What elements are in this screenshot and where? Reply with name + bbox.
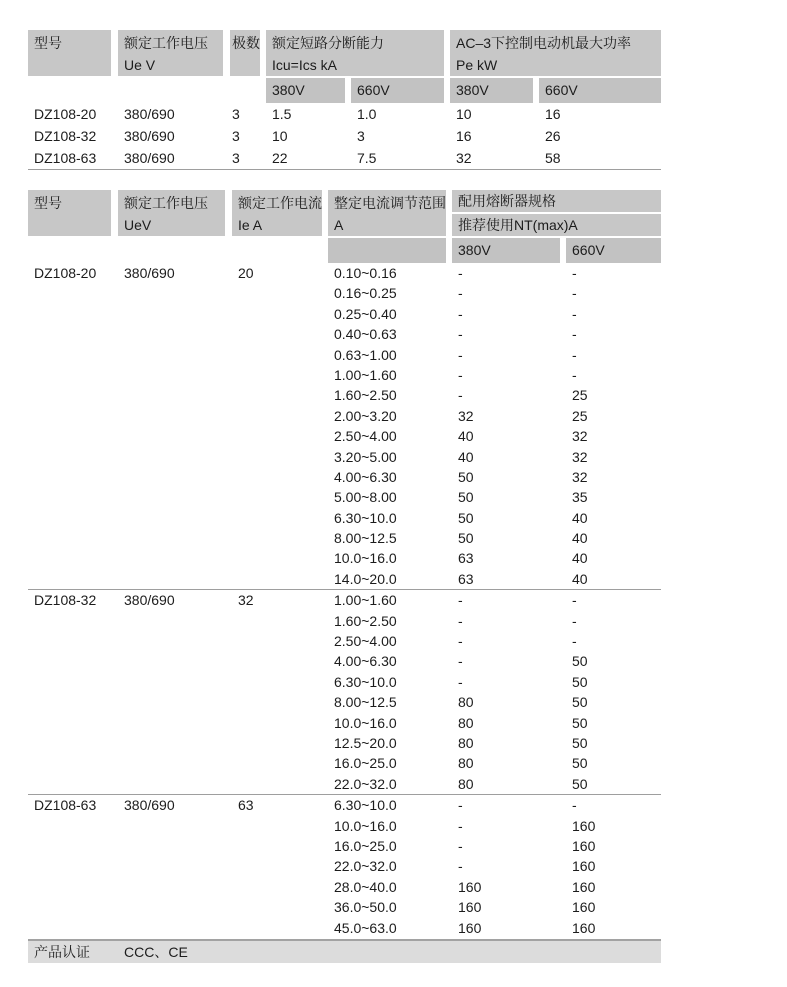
fuse-660v-cell: 160 <box>572 919 596 936</box>
fuse-660v-cell: 160 <box>572 858 596 875</box>
range-cell: 1.00~1.60 <box>334 366 397 383</box>
t1-header-poles-cell <box>230 30 260 76</box>
range-cell: 36.0~50.0 <box>334 899 397 916</box>
fuse-380v-cell: 50 <box>458 468 474 485</box>
model-cell: DZ108-20 <box>34 265 97 281</box>
t2-header-voltage-label: 额定工作电压 <box>124 195 208 211</box>
range-rows <box>328 590 661 794</box>
fuse-380v-cell: 32 <box>458 407 474 424</box>
fuse-380v-cell: - <box>458 653 463 670</box>
fuse-660v-cell: 50 <box>572 775 588 792</box>
fuse-380v-cell: 160 <box>458 919 482 936</box>
range-cell: 0.63~1.00 <box>334 346 397 363</box>
voltage-cell: 380/690 <box>124 150 175 166</box>
range-cell: 16.0~25.0 <box>334 837 397 854</box>
voltage-cell: 380/690 <box>124 106 175 122</box>
range-cell: 2.50~4.00 <box>334 428 397 445</box>
power-380v-cell: 16 <box>456 128 472 144</box>
table-row <box>328 304 661 324</box>
range-cell: 28.0~40.0 <box>334 878 397 895</box>
fuse-380v-cell: 80 <box>458 755 474 772</box>
spec-table-breaking-capacity <box>28 30 661 170</box>
t1-subheader-380v-breaking: 380V <box>266 78 345 103</box>
fuse-380v-cell: 50 <box>458 489 474 506</box>
fuse-660v-cell: 50 <box>572 714 588 731</box>
table-row <box>328 365 661 385</box>
range-cell: 22.0~32.0 <box>334 858 397 875</box>
breaking-380v-cell: 10 <box>272 128 288 144</box>
fuse-660v-cell: 32 <box>572 448 588 465</box>
fuse-380v-cell: 80 <box>458 714 474 731</box>
table-row <box>328 324 661 344</box>
range-cell: 1.60~2.50 <box>334 387 397 404</box>
range-cell: 2.50~4.00 <box>334 633 397 650</box>
table-row <box>328 528 661 548</box>
fuse-660v-cell: 160 <box>572 817 596 834</box>
fuse-660v-cell: 50 <box>572 694 588 711</box>
current-cell: 63 <box>238 797 254 814</box>
model-block <box>28 794 661 938</box>
fuse-660v-cell: 40 <box>572 570 588 587</box>
t1-header-row <box>28 30 661 76</box>
table-row <box>328 856 661 876</box>
fuse-380v-cell: - <box>458 346 463 363</box>
t1-subheader-660v-power: 660V <box>539 78 661 103</box>
t1-body <box>28 103 661 170</box>
t1-header-poles-label: 极数 <box>232 35 260 51</box>
fuse-380v-cell: 63 <box>458 570 474 587</box>
table-row <box>328 651 661 671</box>
fuse-660v-cell: 32 <box>572 468 588 485</box>
t2-header-current-unit: Ie A <box>238 217 263 233</box>
fuse-380v-cell: 63 <box>458 550 474 567</box>
table-row <box>328 487 661 507</box>
range-rows <box>328 263 661 589</box>
t2-header-fuse-recommendation: 推荐使用NT(max)A <box>452 214 661 236</box>
fuse-380v-cell: - <box>458 612 463 629</box>
power-660v-cell: 58 <box>545 150 561 166</box>
table-row <box>328 877 661 897</box>
fuse-660v-cell: 160 <box>572 878 596 895</box>
table-row <box>328 774 661 794</box>
range-cell: 6.30~10.0 <box>334 509 397 526</box>
table-row <box>328 345 661 365</box>
t1-header-power-cell <box>450 30 661 76</box>
t1-header-model-label: 型号 <box>34 35 62 51</box>
table-row <box>28 147 661 169</box>
t2-header-fuse-cell <box>452 190 661 236</box>
power-660v-cell: 16 <box>545 106 561 122</box>
breaking-660v-cell: 7.5 <box>357 150 377 166</box>
table-row <box>328 733 661 753</box>
t2-header-current-cell <box>232 190 322 236</box>
range-rows <box>328 795 661 938</box>
table-row <box>328 508 661 528</box>
voltage-cell: 380/690 <box>124 265 175 281</box>
fuse-380v-cell: 160 <box>458 878 482 895</box>
fuse-380v-cell: - <box>458 387 463 404</box>
range-cell: 45.0~63.0 <box>334 919 397 936</box>
table-row <box>328 548 661 568</box>
table-row <box>328 795 661 815</box>
t2-subheader-row <box>28 238 661 263</box>
fuse-380v-cell: - <box>458 673 463 690</box>
fuse-380v-cell: - <box>458 285 463 302</box>
t2-header-row <box>28 190 661 236</box>
fuse-380v-cell: 50 <box>458 509 474 526</box>
fuse-380v-cell: 80 <box>458 775 474 792</box>
range-cell: 1.00~1.60 <box>334 592 397 609</box>
poles-cell: 3 <box>232 106 240 122</box>
fuse-660v-cell: 35 <box>572 489 588 506</box>
fuse-660v-cell: 32 <box>572 428 588 445</box>
poles-cell: 3 <box>232 150 240 166</box>
range-cell: 4.00~6.30 <box>334 468 397 485</box>
table-row <box>28 125 661 147</box>
fuse-660v-cell: 50 <box>572 673 588 690</box>
table-row <box>328 692 661 712</box>
table-row <box>328 816 661 836</box>
certification-value: CCC、CE <box>124 943 188 960</box>
t1-header-voltage-cell <box>118 30 223 76</box>
certification-label: 产品认证 <box>34 943 90 960</box>
range-cell: 4.00~6.30 <box>334 653 397 670</box>
table-row <box>328 611 661 631</box>
model-cell: DZ108-63 <box>34 797 97 814</box>
fuse-660v-cell: 50 <box>572 734 588 751</box>
range-cell: 14.0~20.0 <box>334 570 397 587</box>
t2-subheader-spacer <box>28 238 328 263</box>
range-cell: 16.0~25.0 <box>334 755 397 772</box>
power-380v-cell: 10 <box>456 106 472 122</box>
range-cell: 3.20~5.00 <box>334 448 397 465</box>
fuse-380v-cell: - <box>458 305 463 322</box>
voltage-cell: 380/690 <box>124 128 175 144</box>
fuse-660v-cell: - <box>572 346 577 363</box>
t1-header-model-cell <box>28 30 111 76</box>
t1-header-voltage-unit: Ue V <box>124 57 156 73</box>
t2-subheader-660v: 660V <box>566 238 661 263</box>
t1-subheader-row <box>28 78 661 103</box>
model-cell: DZ108-32 <box>34 592 97 609</box>
range-cell: 6.30~10.0 <box>334 797 397 814</box>
fuse-380v-cell: - <box>458 858 463 875</box>
t2-header-current-label: 额定工作电流 <box>238 195 322 211</box>
range-cell: 2.00~3.20 <box>334 407 397 424</box>
fuse-660v-cell: 40 <box>572 550 588 567</box>
voltage-cell: 380/690 <box>124 797 175 814</box>
fuse-380v-cell: - <box>458 366 463 383</box>
t2-header-model-cell <box>28 190 111 236</box>
fuse-380v-cell: 80 <box>458 734 474 751</box>
t2-subheader-empty-cell <box>328 238 446 263</box>
table-row <box>328 713 661 733</box>
range-cell: 8.00~12.5 <box>334 530 397 547</box>
fuse-660v-cell: 160 <box>572 837 596 854</box>
power-660v-cell: 26 <box>545 128 561 144</box>
range-cell: 10.0~16.0 <box>334 714 397 731</box>
model-cell: DZ108-32 <box>34 128 97 144</box>
current-cell: 32 <box>238 592 254 609</box>
fuse-380v-cell: - <box>458 326 463 343</box>
t1-header-breaking-unit: Icu=Ics kA <box>272 57 337 73</box>
t2-header-range-label: 整定电流调节范围 <box>334 195 446 211</box>
range-cell: 10.0~16.0 <box>334 550 397 567</box>
range-cell: 5.00~8.00 <box>334 489 397 506</box>
range-cell: 0.25~0.40 <box>334 305 397 322</box>
t1-header-breaking-label: 额定短路分断能力 <box>272 35 384 51</box>
fuse-380v-cell: - <box>458 797 463 814</box>
table-row <box>28 103 661 125</box>
t1-header-power-unit: Pe kW <box>456 57 498 73</box>
model-block <box>28 589 661 794</box>
table-row <box>328 672 661 692</box>
poles-cell: 3 <box>232 128 240 144</box>
t2-header-fuse-label: 配用熔断器规格 <box>452 190 661 212</box>
fuse-380v-cell: - <box>458 837 463 854</box>
fuse-380v-cell: 50 <box>458 530 474 547</box>
fuse-380v-cell: 160 <box>458 899 482 916</box>
table-row <box>328 263 661 283</box>
t2-header-voltage-cell <box>118 190 225 236</box>
t1-subheader-660v-breaking: 660V <box>351 78 444 103</box>
fuse-660v-cell: 50 <box>572 653 588 670</box>
breaking-660v-cell: 1.0 <box>357 106 377 122</box>
t1-header-breaking-cell <box>266 30 444 76</box>
table-row <box>328 569 661 589</box>
table-row <box>328 836 661 856</box>
fuse-660v-cell: - <box>572 265 577 281</box>
t1-subheader-spacer <box>28 78 266 103</box>
fuse-380v-cell: - <box>458 265 463 281</box>
range-cell: 6.30~10.0 <box>334 673 397 690</box>
fuse-660v-cell: - <box>572 633 577 650</box>
fuse-380v-cell: 80 <box>458 694 474 711</box>
model-block <box>28 263 661 589</box>
table-row <box>328 753 661 773</box>
model-cell: DZ108-20 <box>34 106 97 122</box>
t1-header-power-label: AC–3下控制电动机最大功率 <box>456 35 632 51</box>
fuse-380v-cell: 40 <box>458 428 474 445</box>
table-row <box>328 426 661 446</box>
current-cell: 20 <box>238 265 254 281</box>
fuse-660v-cell: 25 <box>572 407 588 424</box>
fuse-380v-cell: - <box>458 592 463 609</box>
range-cell: 8.00~12.5 <box>334 694 397 711</box>
table-row <box>328 385 661 405</box>
range-cell: 1.60~2.50 <box>334 612 397 629</box>
fuse-660v-cell: - <box>572 592 577 609</box>
fuse-660v-cell: - <box>572 305 577 322</box>
certification-bar <box>28 939 661 963</box>
fuse-380v-cell: - <box>458 817 463 834</box>
model-cell: DZ108-63 <box>34 150 97 166</box>
range-cell: 0.16~0.25 <box>334 285 397 302</box>
voltage-cell: 380/690 <box>124 592 175 609</box>
table-row <box>328 897 661 917</box>
range-cell: 0.10~0.16 <box>334 265 397 281</box>
t1-header-voltage-label: 额定工作电压 <box>124 35 208 51</box>
table-row <box>328 631 661 651</box>
fuse-660v-cell: - <box>572 366 577 383</box>
fuse-660v-cell: 50 <box>572 755 588 772</box>
fuse-660v-cell: - <box>572 285 577 302</box>
t2-subheader-380v: 380V <box>452 238 560 263</box>
fuse-660v-cell: 160 <box>572 899 596 916</box>
t1-subheader-380v-power: 380V <box>450 78 533 103</box>
fuse-660v-cell: 40 <box>572 509 588 526</box>
table-row <box>328 467 661 487</box>
fuse-660v-cell: - <box>572 326 577 343</box>
fuse-380v-cell: - <box>458 633 463 650</box>
table-row <box>328 590 661 610</box>
breaking-660v-cell: 3 <box>357 128 365 144</box>
t2-header-voltage-unit: UeV <box>124 217 152 233</box>
table-row <box>328 283 661 303</box>
fuse-660v-cell: 40 <box>572 530 588 547</box>
t2-body <box>28 263 661 938</box>
power-380v-cell: 32 <box>456 150 472 166</box>
t2-header-range-cell <box>328 190 446 236</box>
fuse-660v-cell: - <box>572 797 577 814</box>
range-cell: 22.0~32.0 <box>334 775 397 792</box>
range-cell: 10.0~16.0 <box>334 817 397 834</box>
t2-header-range-unit: A <box>334 217 344 233</box>
t2-header-model-label: 型号 <box>34 195 62 211</box>
table-row <box>328 406 661 426</box>
fuse-660v-cell: 25 <box>572 387 588 404</box>
fuse-660v-cell: - <box>572 612 577 629</box>
table-row <box>328 447 661 467</box>
table-row <box>328 918 661 938</box>
fuse-380v-cell: 40 <box>458 448 474 465</box>
spec-table-current-settings <box>28 190 661 963</box>
range-cell: 12.5~20.0 <box>334 734 397 751</box>
breaking-380v-cell: 22 <box>272 150 288 166</box>
breaking-380v-cell: 1.5 <box>272 106 292 122</box>
range-cell: 0.40~0.63 <box>334 326 397 343</box>
